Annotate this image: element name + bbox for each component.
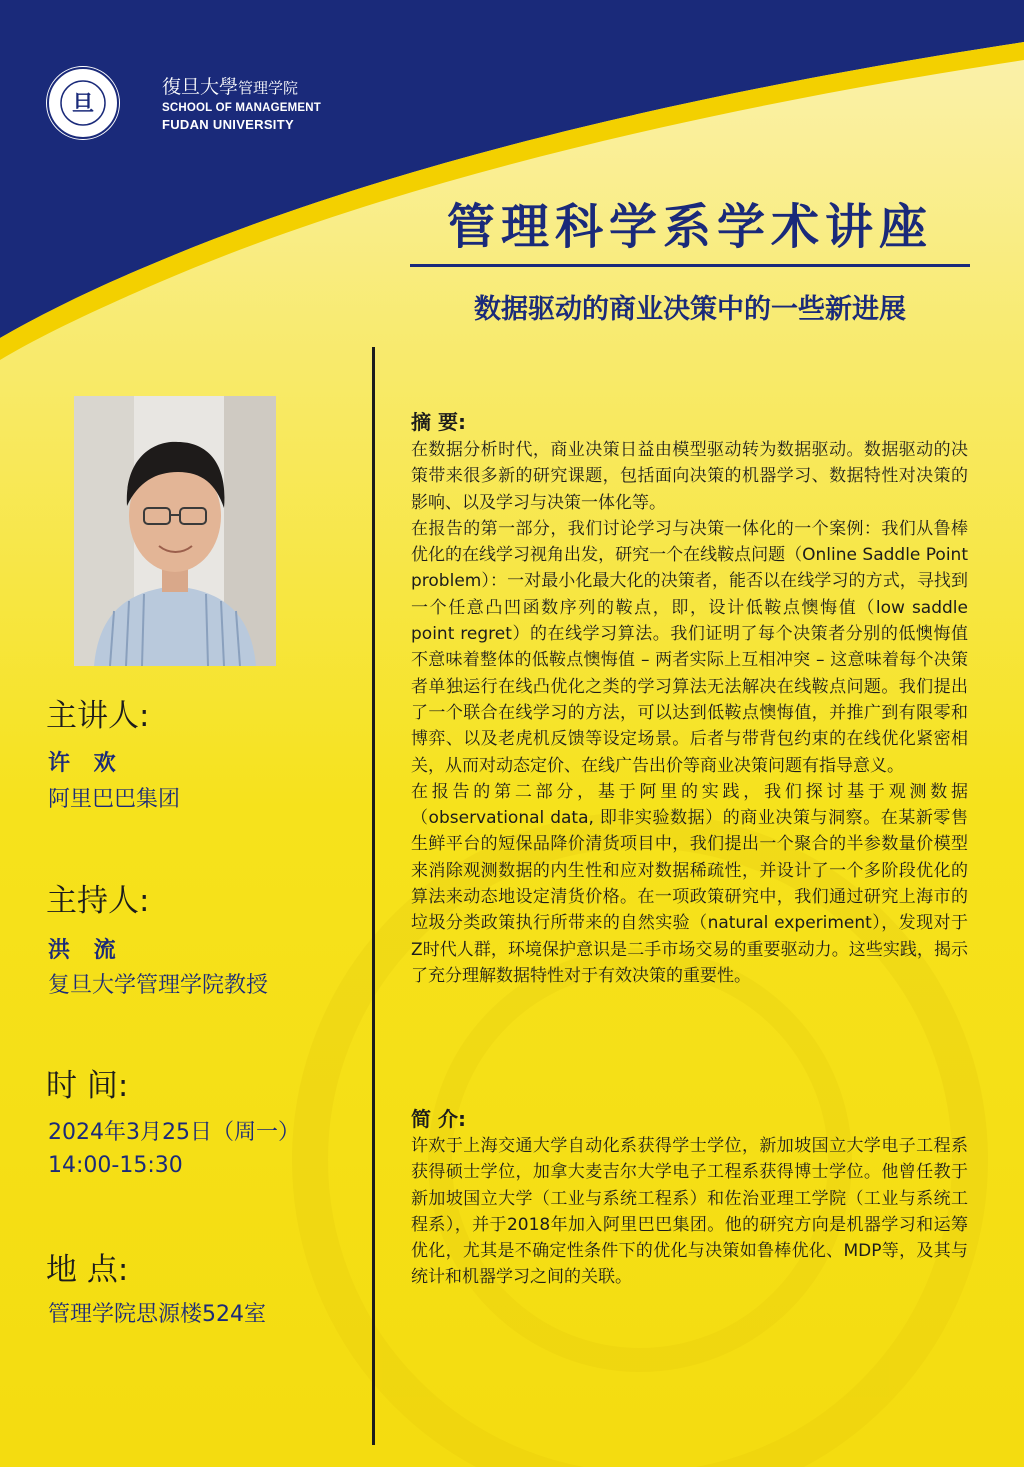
bio-body bbox=[411, 1133, 968, 1291]
lecture-title: 管理科学系学术讲座 bbox=[446, 199, 933, 255]
speaker-affiliation: 阿里巴巴集团 bbox=[48, 787, 181, 812]
school-name-en-line2: FUDAN UNIVERSITY bbox=[162, 117, 294, 132]
abstract-paragraph: 在报告的第一部分，我们讨论学习与决策一体化的一个案例：我们从鲁棒优化的在线学习视角出发，研究一个在线鞍点问题（Online Saddle Point problem）：一对最小化最大化的决策者，能否以在线学习的方式，寻找到一个任意凸凹函数序列的鞍点，即，设计低鞍点懊悔值（low saddle point regret）的在线学习算法。我们证明了每个决策者分别的低懊悔值不意味着整体的低鞍点懊悔值 – 两者实际上互相冲突 – 这意味着每个决策者单独运行在线凸优化之类的学习算法无法解决在线鞍点问题。我们提出了一个联合在线学习的方法，可以达到低鞍点懊悔值，并推广到有限零和博弈、以及老虎机反馈等设定场景。后者与带背包约束的在线优化紧密相关，从而对动态定价、在线广告出价等商业决策问题有指导意义。 bbox=[411, 518, 968, 776]
time-label: 时 间: bbox=[46, 1068, 129, 1104]
svg-text:旦: 旦 bbox=[71, 91, 95, 117]
host-affiliation: 复旦大学管理学院教授 bbox=[48, 973, 269, 998]
abstract-body bbox=[411, 437, 968, 989]
abstract-paragraph: 在数据分析时代，商业决策日益由模型驱动转为数据驱动。数据驱动的决策带来很多新的研究课题，包括面向决策的机器学习、数据特性对决策的影响、以及学习与决策一体化等。 bbox=[411, 440, 968, 513]
host-label: 主持人: bbox=[46, 883, 150, 919]
event-date: 2024年3月25日（周一） bbox=[48, 1120, 300, 1145]
school-name-cn: 復旦大學管理学院 bbox=[162, 76, 299, 98]
speaker-photo bbox=[74, 396, 276, 666]
speaker-name: 许 欢 bbox=[48, 751, 124, 776]
school-name-en-line1: SCHOOL OF MANAGEMENT bbox=[162, 102, 322, 114]
abstract-heading: 摘 要: bbox=[411, 410, 466, 434]
event-hours: 14:00-15:30 bbox=[48, 1153, 183, 1178]
title-underline bbox=[410, 264, 970, 267]
abstract-paragraph: 在报告的第二部分，基于阿里的实践，我们探讨基于观测数据（observational data, 即非实验数据）的商业决策与洞察。在某新零售生鲜平台的短保品降价清货项目中，我们提出一个聚合的半参数量价模型来消除观测数据的内生性和应对数据稀疏性，并设计了一个多阶段优化的算法来动态地设定清货价格。在一项政策研究中，我们通过研究上海市的垃圾分类政策执行所带来的自然实验（natural experiment），发现对于Z时代人群，环境保护意识是二手市场交易的重要驱动力。这些实践，揭示了充分理解数据特性对于有效决策的重要性。 bbox=[411, 781, 968, 986]
location-label: 地 点: bbox=[46, 1252, 129, 1288]
event-location: 管理学院思源楼524室 bbox=[48, 1302, 266, 1327]
bio-paragraph: 许欢于上海交通大学自动化系获得学士学位，新加坡国立大学电子工程系获得硕士学位，加拿大麦吉尔大学电子工程系获得博士学位。他曾任教于新加坡国立大学（工业与系统工程系）和佐治亚理工学院（工业与系统工程系），并于2018年加入阿里巴巴集团。他的研究方向是机器学习和运筹优化，尤其是不确定性条件下的优化与决策如鲁棒优化、MDP等，及其与统计和机器学习之间的关联。 bbox=[411, 1136, 968, 1288]
school-logo-block bbox=[44, 58, 322, 148]
column-divider bbox=[372, 347, 375, 1445]
speaker-label: 主讲人: bbox=[46, 698, 150, 734]
fudan-seal-logo bbox=[44, 64, 122, 142]
bio-heading: 简 介: bbox=[411, 1107, 466, 1131]
host-name: 洪 流 bbox=[48, 938, 124, 963]
lecture-subtitle: 数据驱动的商业决策中的一些新进展 bbox=[474, 294, 906, 325]
